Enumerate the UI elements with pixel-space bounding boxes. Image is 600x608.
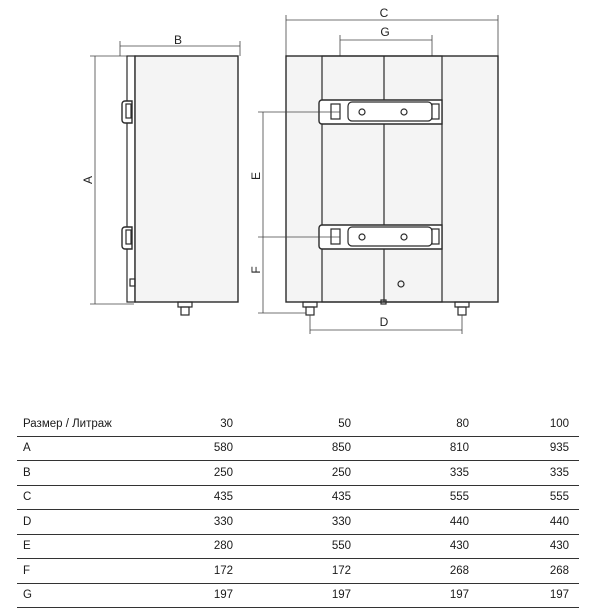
table-row bbox=[17, 583, 579, 608]
front-view bbox=[249, 6, 498, 334]
dim-label-e: E bbox=[249, 171, 263, 181]
table-cell: 435 bbox=[143, 485, 233, 510]
table-row-label: B bbox=[17, 461, 143, 486]
table-row bbox=[17, 461, 579, 486]
table-cell: 850 bbox=[233, 436, 351, 461]
table-cell: 250 bbox=[233, 461, 351, 486]
table-cell: 268 bbox=[469, 559, 579, 584]
table-cell: 440 bbox=[469, 510, 579, 535]
table-row-label: D bbox=[17, 510, 143, 535]
table-cell: 80 bbox=[351, 412, 469, 436]
table-cell: 197 bbox=[469, 583, 579, 608]
table-cell: 335 bbox=[351, 461, 469, 486]
dimensions-table bbox=[17, 412, 579, 608]
table-header-row bbox=[17, 412, 579, 436]
table-row-label: E bbox=[17, 534, 143, 559]
table-cell: 172 bbox=[143, 559, 233, 584]
table-cell: 550 bbox=[233, 534, 351, 559]
table-cell: 555 bbox=[351, 485, 469, 510]
table-cell: 330 bbox=[233, 510, 351, 535]
table-cell: 435 bbox=[233, 485, 351, 510]
dim-label-a: A bbox=[81, 175, 95, 185]
table-cell: 100 bbox=[469, 412, 579, 436]
side-view bbox=[81, 33, 240, 315]
table-cell: 330 bbox=[143, 510, 233, 535]
table-row-label: C bbox=[17, 485, 143, 510]
table-cell: 30 bbox=[143, 412, 233, 436]
table-cell: 250 bbox=[143, 461, 233, 486]
table-row bbox=[17, 534, 579, 559]
table-cell: 197 bbox=[351, 583, 469, 608]
dim-label-f: F bbox=[249, 266, 263, 274]
table-cell: 555 bbox=[469, 485, 579, 510]
table-cell: 280 bbox=[143, 534, 233, 559]
table-row bbox=[17, 436, 579, 461]
dim-label-d: D bbox=[379, 315, 389, 329]
table-row bbox=[17, 485, 579, 510]
table-cell: 935 bbox=[469, 436, 579, 461]
table-cell: 335 bbox=[469, 461, 579, 486]
table-cell: 197 bbox=[233, 583, 351, 608]
table-row-label: G bbox=[17, 583, 143, 608]
table-cell: 440 bbox=[351, 510, 469, 535]
table-row-label: F bbox=[17, 559, 143, 584]
dim-label-b: B bbox=[173, 33, 183, 47]
table-row bbox=[17, 559, 579, 584]
table-row-label: Размер / Литраж bbox=[17, 412, 143, 436]
table-cell: 810 bbox=[351, 436, 469, 461]
dim-label-g: G bbox=[380, 25, 390, 39]
table-cell: 50 bbox=[233, 412, 351, 436]
dim-label-c: C bbox=[379, 6, 389, 20]
table-cell: 197 bbox=[143, 583, 233, 608]
table-cell: 268 bbox=[351, 559, 469, 584]
table-cell: 430 bbox=[351, 534, 469, 559]
table-row-label: A bbox=[17, 436, 143, 461]
table-row bbox=[17, 510, 579, 535]
table-cell: 172 bbox=[233, 559, 351, 584]
table-cell: 580 bbox=[143, 436, 233, 461]
table-cell: 430 bbox=[469, 534, 579, 559]
